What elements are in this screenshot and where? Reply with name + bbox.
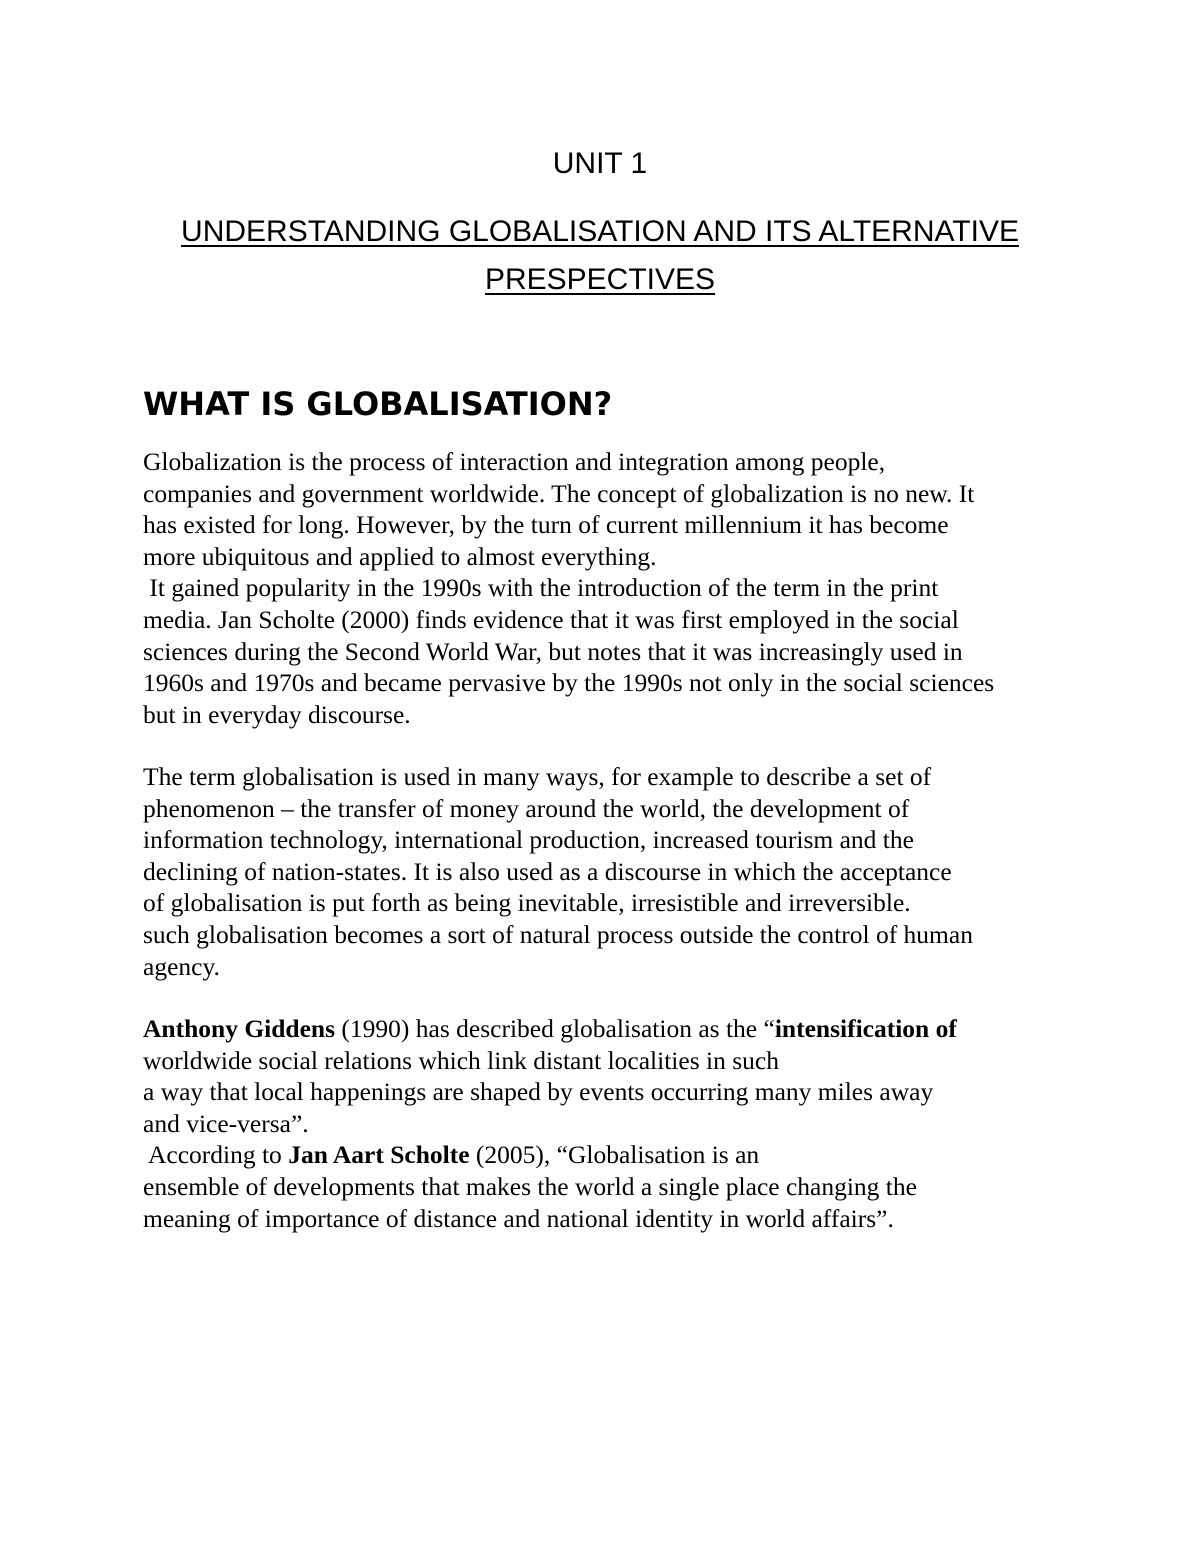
text-line: Globalization is the process of interaction and integration among people,: [143, 447, 886, 476]
scholte-rest: (2005), “Globalisation is an: [469, 1140, 760, 1170]
unit-label: UNIT 1: [552, 147, 648, 180]
text-line: meaning of importance of distance and national identity in world affairs”.: [143, 1203, 894, 1233]
text-line: but in everyday discourse.: [143, 699, 411, 729]
text-line: more ubiquitous and applied to almost everything.: [143, 541, 657, 571]
title-line-1: UNDERSTANDING GLOBALISATION AND ITS ALTERNATIVE: [181, 215, 1019, 248]
giddens-bold-quote: intensification of: [774, 1014, 957, 1043]
author-name-scholte: Jan Aart Scholte: [288, 1140, 470, 1170]
giddens-year-text: (1990) has described globalisation as the “: [335, 1014, 775, 1043]
text-line: media. Jan Scholte (2000) finds evidence that it was first employed in the social: [143, 604, 959, 634]
text-line: 1960s and 1970s and became pervasive by the 1990s not only in the social sciences: [143, 668, 995, 698]
document-title: [150, 208, 1050, 304]
title-line-2: PRESPECTIVES: [484, 263, 716, 296]
text-line: The term globalisation is used in many ways, for example to describe a set of: [143, 762, 932, 791]
scholte-prefix: According to: [143, 1140, 289, 1170]
text-line: a way that local happenings are shaped by events occurring many miles away: [143, 1077, 934, 1107]
author-name-giddens: Anthony Giddens: [143, 1014, 336, 1043]
text-line: information technology, international production, increased tourism and the: [143, 825, 914, 855]
text-line: has existed for long. However, by the turn of current millennium it has become: [143, 510, 949, 540]
paragraph-definition: [143, 446, 1143, 730]
text-line: declining of nation-states. It is also used as a discourse in which the acceptance: [143, 856, 952, 886]
giddens-line: [143, 1013, 1143, 1045]
scholte-line: [143, 1139, 1143, 1171]
text-line: ensemble of developments that makes the world a single place changing the: [143, 1171, 917, 1201]
text-line: and vice-versa”.: [143, 1108, 309, 1138]
section-heading: WHAT IS GLOBALISATION?: [143, 385, 613, 423]
text-line: phenomenon – the transfer of money around the world, the development of: [143, 793, 910, 823]
paragraph-usage: [143, 761, 1143, 982]
text-line: companies and government worldwide. The concept of globalization is no new. It: [143, 478, 975, 508]
text-line: such globalisation becomes a sort of natural process outside the control of human: [143, 919, 973, 949]
text-line: It gained popularity in the 1990s with the introduction of the term in the print: [143, 573, 939, 603]
text-line: sciences during the Second World War, but notes that it was increasingly used in: [143, 636, 963, 666]
text-line: of globalisation is put forth as being inevitable, irresistible and irreversible.: [143, 888, 911, 918]
text-line: agency.: [143, 951, 220, 981]
text-line: worldwide social relations which link distant localities in such: [143, 1045, 779, 1075]
paragraph-definitions-quoted: [143, 1013, 1143, 1234]
